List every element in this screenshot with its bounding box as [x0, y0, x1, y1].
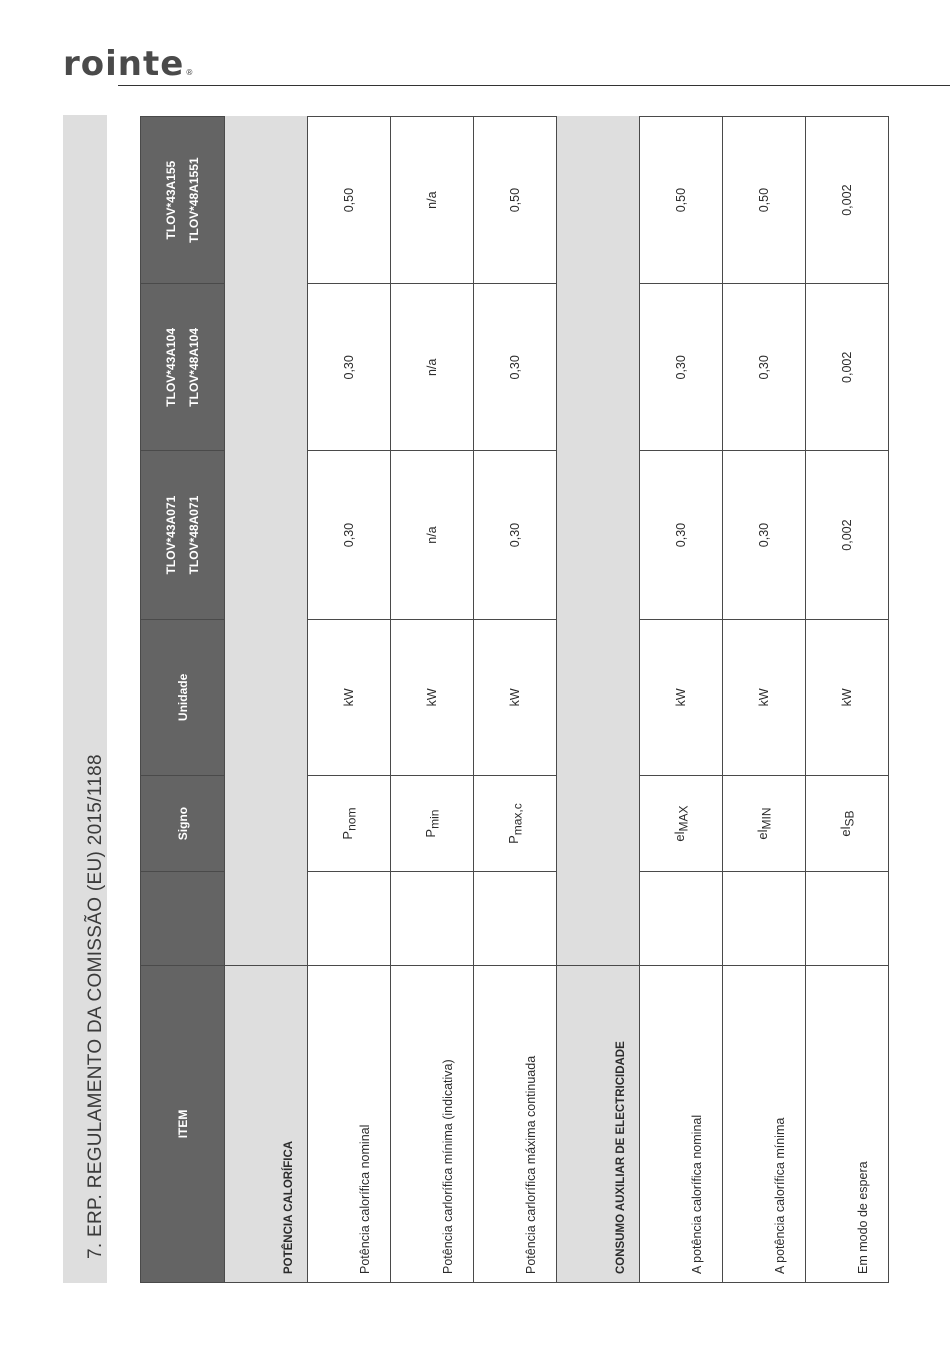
section-label: POTÊNCIA CALORÍFICA — [225, 965, 308, 1282]
model-3-line-1: TLOV*43A155 — [163, 160, 178, 240]
row-value-model-1: 0,30 — [723, 451, 806, 619]
erp-table — [140, 116, 889, 1283]
row-value-model-2: 0,30 — [474, 284, 557, 451]
section-fill — [225, 117, 308, 966]
row-value-model-2: 0,30 — [640, 284, 723, 451]
row-blank-cell — [640, 872, 723, 966]
model-2-line-1: TLOV*43A104 — [163, 327, 178, 407]
table-row — [391, 117, 474, 1283]
model-3-line-2: TLOV*48A1551 — [186, 157, 201, 243]
row-item-label: A potência calorífica nominal — [640, 965, 723, 1282]
row-blank-cell — [391, 872, 474, 966]
row-item-label: Potência carlorífica máxima continuada — [474, 965, 557, 1282]
row-value-model-2: n/a — [391, 284, 474, 451]
row-item-label: A potência calorífica mínima — [723, 965, 806, 1282]
row-blank-cell — [723, 872, 806, 966]
symbol-base: P — [422, 828, 438, 838]
section-row-potencia — [225, 117, 308, 1283]
row-value-model-1: n/a — [391, 451, 474, 619]
row-value-model-2: 0,002 — [806, 284, 889, 451]
header-model-3 — [141, 117, 225, 284]
table-header-row — [141, 117, 225, 1283]
row-value-model-3: 0,50 — [640, 117, 723, 284]
header-blank — [141, 872, 225, 966]
table-row — [308, 117, 391, 1283]
row-unit: kW — [474, 619, 557, 775]
header-unidade: Unidade — [141, 619, 225, 775]
header-model-1 — [141, 451, 225, 619]
registered-mark: ® — [185, 68, 195, 77]
symbol-base: el — [837, 826, 853, 837]
row-item-label: Potência calorífica nominal — [308, 965, 391, 1282]
row-item-label: Em modo de espera — [806, 965, 889, 1282]
symbol-subscript: MAX — [676, 805, 691, 832]
header-model-2 — [141, 284, 225, 451]
symbol-base: el — [754, 829, 770, 840]
model-2-line-2: TLOV*48A104 — [186, 327, 201, 407]
section-label: CONSUMO AUXILIAR DE ELECTRICIDADE — [557, 965, 640, 1282]
symbol-base: P — [339, 830, 355, 840]
row-value-model-1: 0,30 — [640, 451, 723, 619]
symbol-subscript: nom — [344, 807, 359, 831]
symbol-subscript: min — [427, 809, 442, 829]
table-row — [474, 117, 557, 1283]
row-unit: kW — [723, 619, 806, 775]
row-value-model-1: 0,30 — [308, 451, 391, 619]
row-value-model-3: 0,002 — [806, 117, 889, 284]
row-value-model-3: n/a — [391, 117, 474, 284]
table-row — [640, 117, 723, 1283]
header-item: ITEM — [141, 965, 225, 1282]
row-value-model-2: 0,30 — [723, 284, 806, 451]
section-row-consumo — [557, 117, 640, 1283]
row-value-model-2: 0,30 — [308, 284, 391, 451]
symbol-base: P — [505, 835, 521, 844]
row-value-model-3: 0,50 — [474, 117, 557, 284]
row-symbol — [308, 776, 391, 872]
row-value-model-1: 0,002 — [806, 451, 889, 619]
model-1-line-1: TLOV*43A071 — [163, 495, 178, 575]
symbol-base: el — [671, 831, 687, 842]
row-item-label: Potência carlorífica mínima (indicativa) — [391, 965, 474, 1282]
row-value-model-3: 0,50 — [723, 117, 806, 284]
symbol-subscript: MIN — [759, 807, 774, 830]
row-unit: kW — [308, 619, 391, 775]
brand-name: rointe — [63, 44, 185, 84]
row-symbol — [806, 776, 889, 872]
row-symbol — [474, 776, 557, 872]
symbol-subscript: SB — [842, 810, 857, 827]
model-1-line-2: TLOV*48A071 — [186, 495, 201, 575]
row-value-model-3: 0,50 — [308, 117, 391, 284]
row-blank-cell — [806, 872, 889, 966]
row-symbol — [391, 776, 474, 872]
erp-table-container — [140, 116, 886, 1283]
section-title: 7. ERP. REGULAMENTO DA COMISSÃO (EU) 2015/1188 — [85, 754, 106, 1259]
row-value-model-1: 0,30 — [474, 451, 557, 619]
header-rule — [118, 85, 950, 86]
header-signo: Signo — [141, 776, 225, 872]
table-row — [723, 117, 806, 1283]
symbol-subscript: max,c — [510, 803, 525, 836]
row-unit: kW — [640, 619, 723, 775]
row-unit: kW — [806, 619, 889, 775]
row-blank-cell — [308, 872, 391, 966]
table-row — [806, 117, 889, 1283]
row-symbol — [640, 776, 723, 872]
row-blank-cell — [474, 872, 557, 966]
row-symbol — [723, 776, 806, 872]
row-unit: kW — [391, 619, 474, 775]
section-fill — [557, 117, 640, 966]
